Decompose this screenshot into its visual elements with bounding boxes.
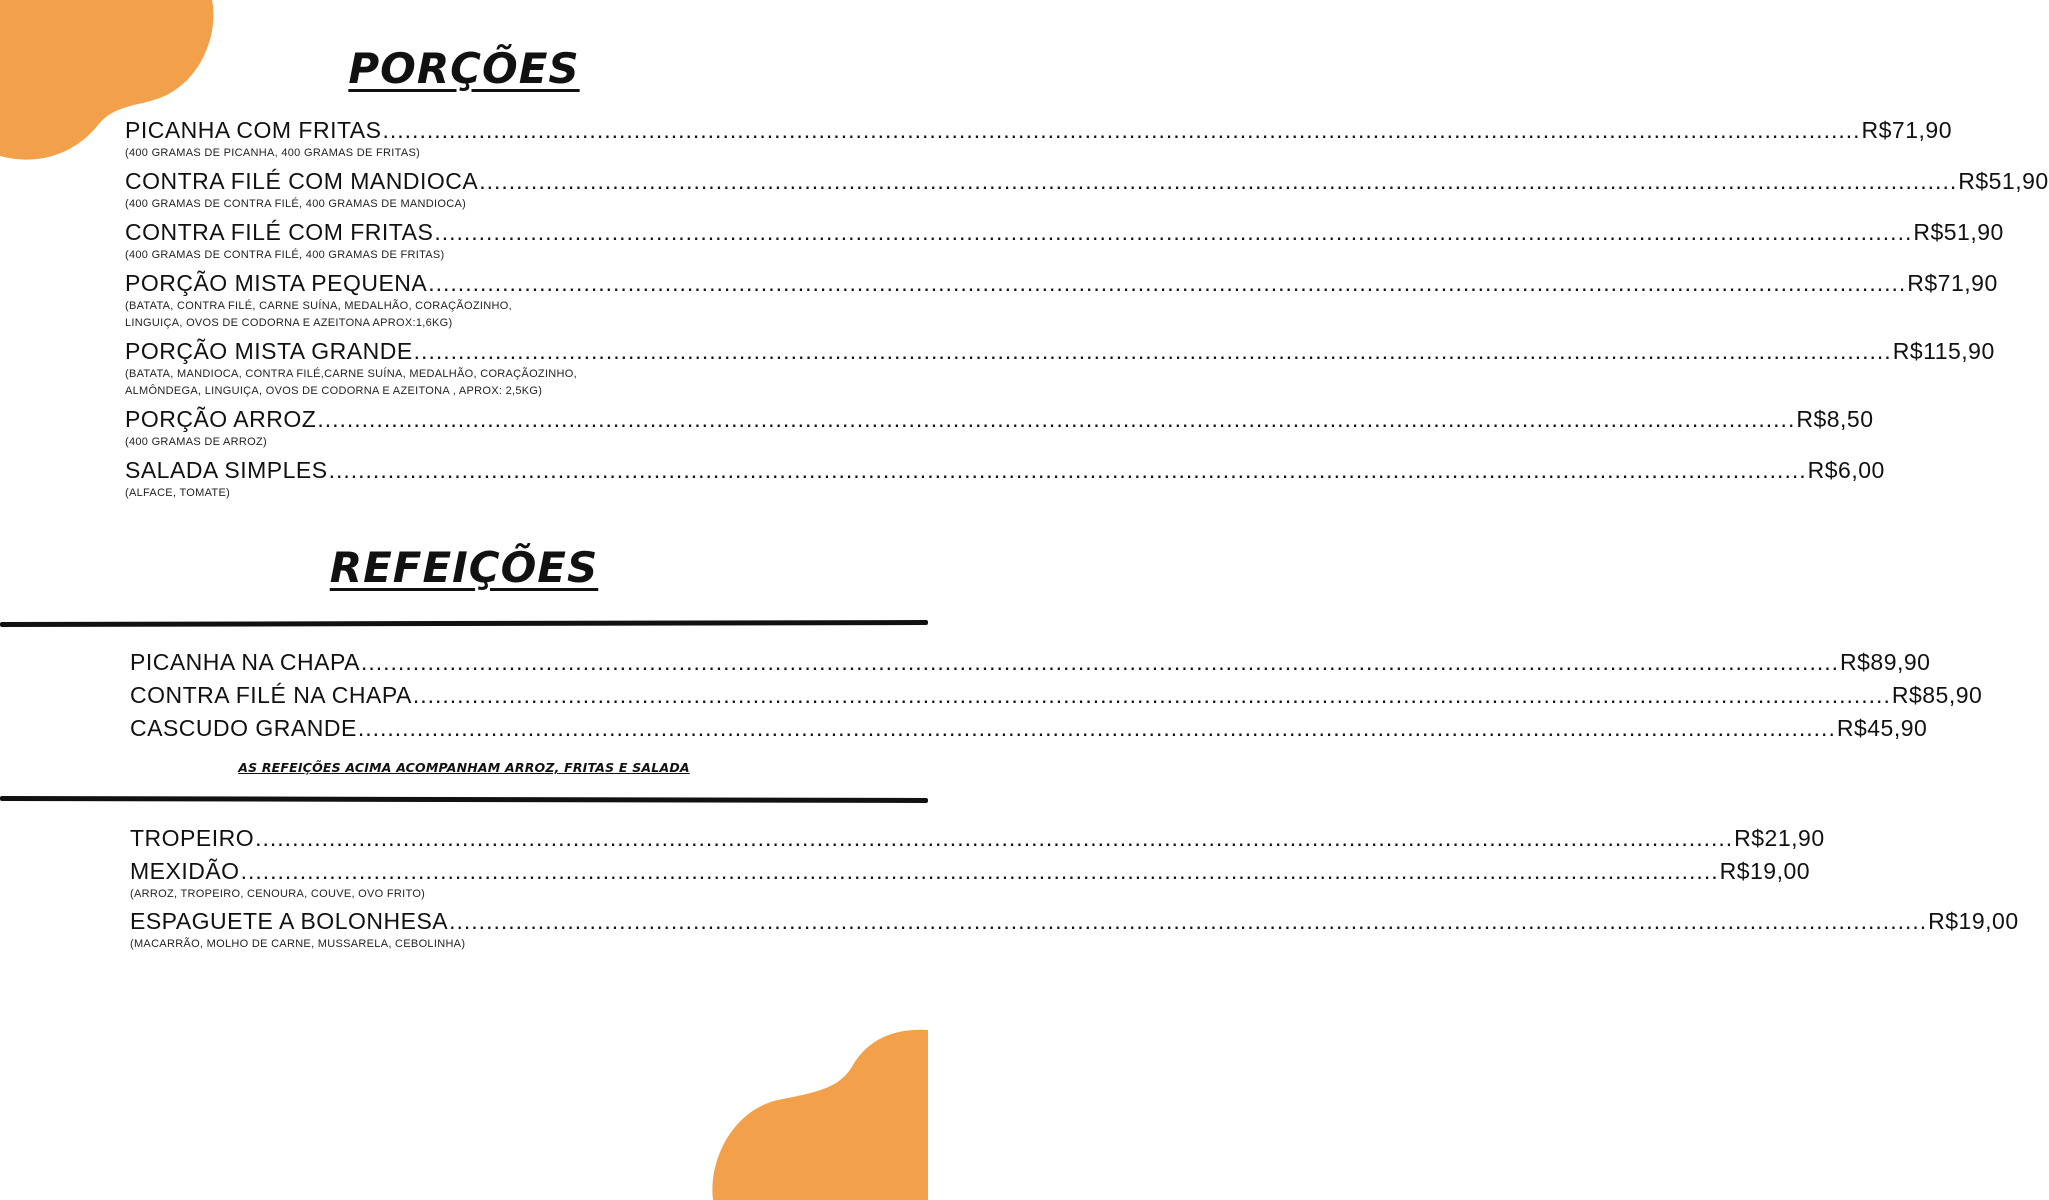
menu-item-line <box>130 713 1928 743</box>
dot-leader: ........................................................................................................................................................................................................ <box>240 858 1719 884</box>
menu-item <box>125 268 1998 332</box>
porcoes-list <box>125 115 2049 502</box>
menu-item <box>125 336 1995 400</box>
item-description: (400 GRAMAS DE PICANHA, 400 GRAMAS DE FRITAS) <box>125 147 421 159</box>
item-description: (400 GRAMAS DE CONTRA FILÉ, 400 GRAMAS DE FRITAS) <box>125 249 445 261</box>
divider-bottom <box>0 796 928 803</box>
menu-item-line <box>125 404 1874 434</box>
menu-item <box>125 404 1874 451</box>
item-name: CONTRA FILÉ COM FRITAS <box>125 219 434 245</box>
refeicoes-list <box>130 647 1983 743</box>
item-name: SALADA SIMPLES <box>125 457 328 483</box>
menu-item <box>130 856 1811 903</box>
dot-leader: ........................................................................................................................................................................................................ <box>412 682 1891 708</box>
item-price: R$71,90 <box>1907 270 1998 296</box>
item-name: PORÇÃO MISTA GRANDE <box>125 338 413 364</box>
refeicoes-note: AS REFEIÇÕES ACIMA ACOMPANHAM ARROZ, FRITAS E SALADA <box>238 760 690 775</box>
dot-leader: ........................................................................................................................................................................................................ <box>357 715 1836 741</box>
item-price: R$45,90 <box>1836 715 1928 741</box>
menu-item <box>130 647 1931 677</box>
item-name: CONTRA FILÉ COM MANDIOCA <box>125 168 479 194</box>
dot-leader: ........................................................................................................................................................................................................ <box>434 219 1913 245</box>
item-description: (MACARRÃO, MOLHO DE CARNE, MUSSARELA, CEBOLINHA) <box>130 938 466 950</box>
menu-item <box>125 217 2004 264</box>
dot-leader: ........................................................................................................................................................................................................ <box>255 825 1734 851</box>
item-price: R$51,90 <box>1958 168 2049 194</box>
item-name: PORÇÃO ARROZ <box>125 406 317 432</box>
item-description: (400 GRAMAS DE CONTRA FILÉ, 400 GRAMAS DE MANDIOCA) <box>125 198 467 210</box>
outros-list <box>130 823 2019 953</box>
dot-leader: ........................................................................................................................................................................................................ <box>449 908 1928 934</box>
item-price: R$71,90 <box>1861 117 1952 143</box>
dot-leader: ........................................................................................................................................................................................................ <box>360 649 1840 675</box>
decorative-blob-bottom-right <box>708 1030 928 1200</box>
menu-item-line <box>125 336 1995 366</box>
menu-item <box>130 713 1928 743</box>
dot-leader: ........................................................................................................................................................................................................ <box>382 117 1861 143</box>
item-price: R$89,90 <box>1840 649 1931 675</box>
menu-item <box>130 906 2019 953</box>
item-description: (BATATA, MANDIOCA, CONTRA FILÉ,CARNE SUÍNA, MEDALHÃO, CORAÇÃOZINHO, <box>125 368 577 380</box>
item-name: TROPEIRO <box>130 825 255 851</box>
item-price: R$8,50 <box>1796 406 1874 432</box>
menu-item <box>125 115 1952 162</box>
menu-item-line <box>130 680 1983 710</box>
refeicoes-title: REFEIÇÕES <box>329 543 599 592</box>
dot-leader: ........................................................................................................................................................................................................ <box>428 270 1907 296</box>
item-price: R$6,00 <box>1807 457 1885 483</box>
menu-item-line <box>125 217 2004 247</box>
divider-top <box>0 620 928 627</box>
item-price: R$85,90 <box>1891 682 1983 708</box>
item-description: (ARROZ, TROPEIRO, CENOURA, COUVE, OVO FRITO) <box>130 888 426 900</box>
menu-item-line <box>125 115 1952 145</box>
item-name: PORÇÃO MISTA PEQUENA <box>125 270 428 296</box>
menu-item <box>130 823 1825 853</box>
dot-leader: ........................................................................................................................................................................................................ <box>413 338 1892 364</box>
menu-item-line <box>125 455 1885 485</box>
item-description: LINGUIÇA, OVOS DE CODORNA E AZEITONA APROX:1,6KG) <box>125 317 453 329</box>
item-description: ALMÔNDEGA, LINGUIÇA, OVOS DE CODORNA E AZEITONA , APROX: 2,5KG) <box>125 385 543 397</box>
item-description: (BATATA, CONTRA FILÉ, CARNE SUÍNA, MEDALHÃO, CORAÇÃOZINHO, <box>125 300 512 312</box>
item-name: CASCUDO GRANDE <box>130 715 357 741</box>
menu-item-line <box>125 166 2049 196</box>
menu-item-line <box>130 906 2019 936</box>
item-price: R$19,00 <box>1928 908 2019 934</box>
item-price: R$51,90 <box>1913 219 2004 245</box>
dot-leader: ........................................................................................................................................................................................................ <box>479 168 1958 194</box>
menu-item-line <box>130 823 1825 853</box>
item-price: R$21,90 <box>1734 825 1825 851</box>
item-description: (400 GRAMAS DE ARROZ) <box>125 436 267 448</box>
item-description: (ALFACE, TOMATE) <box>125 487 231 499</box>
menu-item-line <box>130 856 1811 886</box>
item-name: MEXIDÃO <box>130 858 240 884</box>
item-name: CONTRA FILÉ NA CHAPA <box>130 682 412 708</box>
item-name: PICANHA NA CHAPA <box>130 649 360 675</box>
item-price: R$19,00 <box>1719 858 1811 884</box>
menu-item-line <box>130 647 1931 677</box>
dot-leader: ........................................................................................................................................................................................................ <box>317 406 1796 432</box>
menu-item-line <box>125 268 1998 298</box>
item-name: PICANHA COM FRITAS <box>125 117 382 143</box>
dot-leader: ........................................................................................................................................................................................................ <box>328 457 1807 483</box>
menu-item <box>130 680 1983 710</box>
item-name: ESPAGUETE A BOLONHESA <box>130 908 449 934</box>
porcoes-title: PORÇÕES <box>348 44 580 93</box>
item-price: R$115,90 <box>1892 338 1995 364</box>
menu-item <box>125 455 1885 502</box>
menu-item <box>125 166 2049 213</box>
